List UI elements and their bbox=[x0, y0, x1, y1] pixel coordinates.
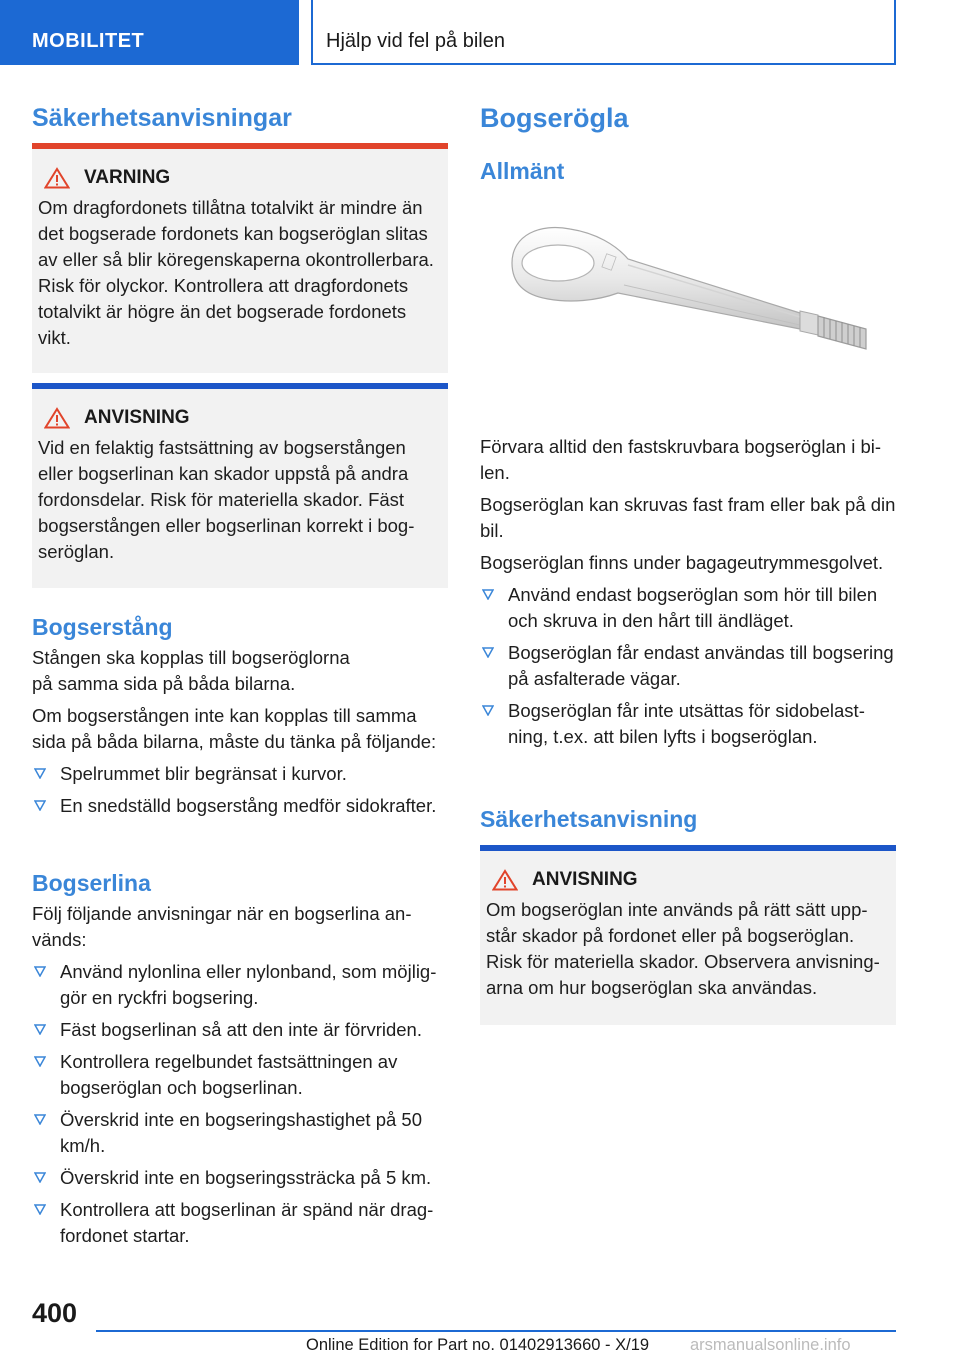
list-item: Överskrid inte en bogseringshastighet på 50 km/h. bbox=[32, 1107, 448, 1159]
tow-rope-list bbox=[32, 959, 448, 1249]
watermark: arsmanualsonline.info bbox=[690, 1336, 851, 1354]
bullet-triangle-icon bbox=[34, 966, 46, 977]
tow-bar-paragraph-1: Stången ska kopplas till bogseröglorna på samma sida på båda bilarna. bbox=[32, 647, 350, 694]
page-number: 400 bbox=[32, 1298, 78, 1328]
tow-eye-illustration bbox=[500, 215, 900, 385]
list-item: En snedställd bogserstång medför sidokrafter. bbox=[32, 793, 448, 819]
warning-text: Om dragfordonets tillåtna totalvikt är mindre än det bogserade fordonets kan bogseröglan slitas av eller så blir köregenskaperna okontrollerbara. Risk för olyckor. Kontrollera att dragfordonets totalvikt är högre än det bogserade fordonets vikt. bbox=[38, 197, 434, 348]
tow-rope-heading: Bogserlina bbox=[32, 870, 151, 896]
bullet-triangle-icon bbox=[34, 1056, 46, 1067]
warning-triangle-icon bbox=[492, 869, 518, 891]
warning-triangle-icon bbox=[44, 167, 70, 189]
warning-box bbox=[32, 143, 448, 373]
edition-text: Online Edition for Part no. 01402913660 - X/19 bbox=[306, 1336, 650, 1354]
section-title: MOBILITET bbox=[32, 30, 145, 52]
list-item: Kontrollera att bogserlinan är spänd när dragfordonet startar. bbox=[32, 1197, 448, 1249]
bullet-triangle-icon bbox=[34, 1172, 46, 1183]
bullet-triangle-icon bbox=[482, 705, 494, 716]
list-item: Fäst bogserlinan så att den inte är förvriden. bbox=[32, 1017, 448, 1043]
tow-bar-section bbox=[32, 614, 448, 825]
list-item: Kontrollera regelbundet fastsättningen av bogseröglan och bogserlinan. bbox=[32, 1049, 448, 1101]
bullet-triangle-icon bbox=[34, 1114, 46, 1125]
notice-title-row bbox=[486, 869, 890, 891]
tow-bar-heading: Bogserstång bbox=[32, 614, 173, 640]
tow-bar-list bbox=[32, 761, 448, 819]
list-item: Spelrummet blir begränsat i kurvor. bbox=[32, 761, 448, 787]
section-tab bbox=[0, 0, 299, 65]
tow-eye-list bbox=[480, 582, 896, 750]
notice-title: ANVISNING bbox=[84, 407, 190, 428]
tow-rope-section bbox=[32, 870, 448, 1255]
tow-eye-text bbox=[480, 434, 896, 756]
tow-eye-paragraph-1: Förvara alltid den fastskruvbara bogseröglan i bilen. bbox=[480, 436, 882, 483]
notice-box bbox=[32, 383, 448, 588]
warning-triangle-icon bbox=[44, 407, 70, 429]
safety-notice-heading: Säkerhetsanvisning bbox=[480, 806, 698, 832]
right-notice-box bbox=[480, 845, 896, 1025]
tow-eye-paragraph-3: Bogseröglan finns under bagageutrymmesgolvet. bbox=[480, 552, 884, 573]
tow-eye-heading: Bogserögla bbox=[480, 103, 629, 133]
list-item: Bogseröglan får endast användas till bogsering på asfalterade vägar. bbox=[480, 640, 896, 692]
notice-title: ANVISNING bbox=[532, 869, 638, 890]
notice-text: Om bogseröglan inte används på rätt sätt uppstår skador på fordonet eller på bogseröglan. Risk för materiella skador. Observera anvisningarna om hur bogseröglan ska användas. bbox=[486, 899, 880, 998]
footer-divider bbox=[96, 1330, 896, 1332]
tow-eye-paragraph-2: Bogseröglan kan skruvas fast fram eller bak på din bil. bbox=[480, 494, 896, 541]
warning-title: VARNING bbox=[84, 167, 171, 188]
tow-rope-paragraph: Följ följande anvisningar när en bogserlina används: bbox=[32, 903, 412, 950]
tow-bar-paragraph-2: Om bogserstången inte kan kopplas till samma sida på båda bilarna, måste du tänka på följande: bbox=[32, 705, 437, 752]
list-item: Använd nylonlina eller nylonband, som möjliggör en ryckfri bogsering. bbox=[32, 959, 448, 1011]
chapter-title: Hjälp vid fel på bilen bbox=[326, 30, 505, 52]
bullet-triangle-icon bbox=[34, 1204, 46, 1215]
bullet-triangle-icon bbox=[482, 589, 494, 600]
safety-heading: Säkerhetsanvisningar bbox=[32, 104, 292, 132]
bullet-triangle-icon bbox=[34, 768, 46, 779]
bullet-triangle-icon bbox=[34, 1024, 46, 1035]
general-heading: Allmänt bbox=[480, 158, 565, 184]
list-item: Överskrid inte en bogseringssträcka på 5 km. bbox=[32, 1165, 448, 1191]
list-item: Använd endast bogseröglan som hör till bilen och skruva in den hårt till ändläget. bbox=[480, 582, 896, 634]
chapter-header bbox=[311, 0, 896, 65]
bullet-triangle-icon bbox=[34, 800, 46, 811]
notice-title-row bbox=[38, 407, 442, 429]
list-item: Bogseröglan får inte utsättas för sidobelastning, t.ex. att bilen lyfts i bogseröglan. bbox=[480, 698, 896, 750]
warning-title-row bbox=[38, 167, 442, 189]
notice-text: Vid en felaktig fastsättning av bogserstången eller bogserlinan kan skador uppstå på andra fordonsdelar. Risk för materiella skador. Fäst bogserstången eller bogserlinan korrekt i bogseröglan. bbox=[38, 437, 415, 562]
bullet-triangle-icon bbox=[482, 647, 494, 658]
